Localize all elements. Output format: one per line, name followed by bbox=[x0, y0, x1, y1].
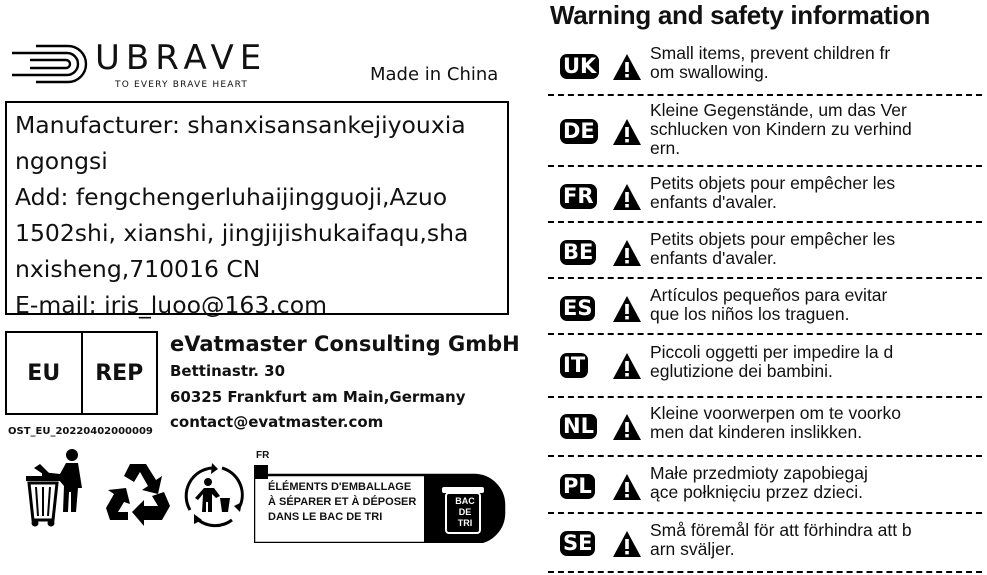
warning-triangle-icon bbox=[612, 530, 642, 558]
warning-triangle-icon bbox=[612, 183, 642, 211]
address-line: nxisheng,710016 CN bbox=[15, 255, 261, 283]
manufacturer-line: Manufacturer: shanxisansankejiyouxia bbox=[15, 111, 466, 139]
dashed-divider bbox=[548, 165, 982, 167]
warning-triangle-icon bbox=[612, 352, 642, 380]
warning-text: Kleine voorwerpen om te voorko men dat kinderen inslikken. bbox=[650, 403, 901, 442]
eu-rep-code: OST_EU_20220402000009 bbox=[8, 426, 153, 437]
warning-text: Små föremål för att förhindra att b arn sväljer. bbox=[650, 520, 912, 559]
country-code-badge: FR bbox=[560, 184, 597, 209]
ubrave-logo-icon bbox=[10, 42, 90, 86]
dashed-divider bbox=[548, 512, 982, 514]
country-code-badge: UK bbox=[560, 54, 599, 79]
manufacturer-line: ngongsi bbox=[15, 147, 108, 175]
warning-row bbox=[548, 226, 982, 276]
bin-label: DE bbox=[458, 507, 472, 517]
email-line: E-mail: iris_luoo@163.com bbox=[15, 291, 327, 319]
warning-text: Small items, prevent children fr om swallowing. bbox=[650, 43, 891, 82]
origin-text: Made in China bbox=[370, 64, 499, 85]
warning-text: Petits objets pour empêcher les enfants d'avaler. bbox=[650, 173, 896, 212]
warning-triangle-icon bbox=[612, 295, 642, 323]
triman-country: FR bbox=[256, 450, 270, 461]
country-code-badge: IT bbox=[560, 353, 588, 378]
warning-triangle-icon bbox=[612, 239, 642, 267]
warning-row bbox=[548, 400, 982, 452]
warning-triangle-icon bbox=[612, 473, 642, 501]
trash-bin-person-icon bbox=[22, 446, 94, 528]
country-code-badge: PL bbox=[560, 474, 595, 499]
bin-label: BAC bbox=[455, 496, 475, 506]
warning-row bbox=[548, 460, 982, 512]
warning-row bbox=[548, 170, 982, 220]
brand-tagline: TO EVERY BRAVE HEART bbox=[115, 80, 249, 90]
warning-triangle-icon bbox=[612, 53, 642, 81]
rep-label: REP bbox=[95, 360, 144, 386]
eu-rep-contact: contact@evatmaster.com bbox=[170, 413, 384, 431]
warnings-title: Warning and safety information bbox=[550, 0, 931, 30]
tidyman-icon bbox=[182, 462, 246, 528]
eu-rep-city: 60325 Frankfurt am Main,Germany bbox=[170, 388, 466, 406]
warning-text: Piccoli oggetti per impedire la d eglutizione dei bambini. bbox=[650, 342, 894, 381]
country-code-badge: ES bbox=[560, 296, 595, 321]
address-line: Add: fengchengerluhaijingguoji,Azuo bbox=[15, 183, 448, 211]
brand-name: UBRAVE bbox=[95, 38, 268, 78]
warning-triangle-icon bbox=[612, 413, 642, 441]
eu-label: EU bbox=[7, 333, 83, 413]
warning-row bbox=[548, 282, 982, 334]
dashed-divider bbox=[548, 455, 982, 457]
eu-rep-box bbox=[5, 331, 158, 415]
triman-line: À SÉPARER ET À DÉPOSER bbox=[268, 496, 417, 508]
warning-text: Małe przedmioty zapobiegaj ące połknięciu przez dzieci. bbox=[650, 463, 868, 502]
warning-text: Petits objets pour empêcher les enfants d'avaler. bbox=[650, 229, 896, 268]
dashed-divider bbox=[548, 94, 982, 96]
warning-row bbox=[548, 339, 982, 394]
triman-line: ÉLÉMENTS D'EMBALLAGE bbox=[268, 481, 412, 493]
dashed-divider bbox=[548, 571, 982, 573]
warning-triangle-icon bbox=[612, 118, 642, 146]
bin-label: TRI bbox=[457, 518, 473, 528]
dashed-divider bbox=[548, 277, 982, 279]
warning-row bbox=[548, 97, 982, 163]
manufacturer-box bbox=[5, 101, 509, 319]
country-code-badge: NL bbox=[560, 414, 597, 439]
warning-row bbox=[548, 40, 982, 92]
dashed-divider bbox=[548, 396, 982, 398]
address-line: 1502shi, xianshi, jingjijishukaifaqu,sha bbox=[15, 219, 469, 247]
warning-row bbox=[548, 517, 982, 572]
warning-text: Kleine Gegenstände, um das Ver schlucken von Kindern zu verhind ern. bbox=[650, 100, 912, 158]
country-code-badge: DE bbox=[560, 119, 598, 144]
country-code-badge: SE bbox=[560, 531, 595, 556]
country-code-badge: BE bbox=[560, 240, 596, 265]
warning-text: Artículos pequeños para evitar que los niños los traguen. bbox=[650, 285, 888, 324]
eu-rep-company: eVatmaster Consulting GmbH bbox=[170, 332, 520, 356]
eu-rep-street: Bettinastr. 30 bbox=[170, 362, 286, 380]
triman-line: DANS LE BAC DE TRI bbox=[268, 511, 383, 523]
recycle-icon bbox=[104, 460, 172, 528]
dashed-divider bbox=[548, 333, 982, 335]
dashed-divider bbox=[548, 221, 982, 223]
